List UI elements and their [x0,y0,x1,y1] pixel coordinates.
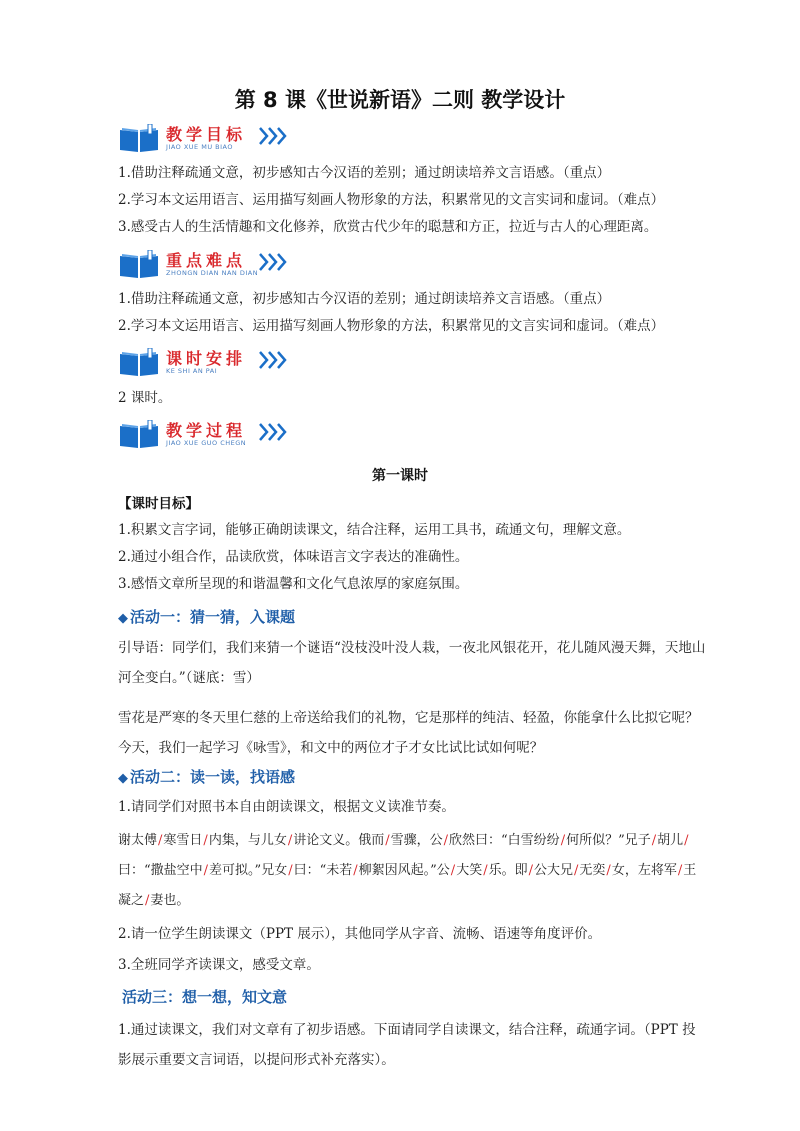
section-header-keypoints [118,248,318,284]
paragraph: 1.通过读课文，我们对文章有了初步语感。下面请同学自读课文，结合注释，疏通字词。（PPT 投影展示重要文言词语，以提问形式补充落实）。 [118,1022,696,1068]
chevrons-icon [258,350,288,370]
rhythm-slash: / [450,863,456,878]
rhythm-slash: / [677,863,683,878]
section-header-schedule [118,346,318,382]
rhythm-slash: / [606,863,611,878]
rhythm-slash: / [574,863,579,878]
chevrons-icon [258,252,288,272]
section-pinyin: ZHONGN DIAN NAN DIAN [166,269,259,277]
rhythm-slash: / [443,833,449,848]
chevrons-icon [258,126,288,146]
section-header-process [118,418,318,454]
reading-segment: 曰：“未若 [293,863,353,878]
rhythm-slash: / [158,833,163,848]
reading-segment: 何所似？”兄子 [566,833,651,848]
reading-segment: 内集，与儿女 [208,833,287,848]
book-icon [118,420,160,450]
activity-title: 活动一：猜一猜，入课题 [130,608,296,626]
book-icon [118,250,160,280]
rhythm-slash: / [483,863,488,878]
lesson-heading: 第一课时 [372,468,428,484]
diamond-icon: ◆ [118,771,128,786]
reading-passage [118,826,708,916]
reading-segment: 无奕 [579,863,606,878]
reading-segment: 寒雪日 [163,833,203,848]
rhythm-slash: / [560,833,566,848]
step-item: 2.请一位学生朗读课文（PPT 展示），其他同学从字音、流畅、语速等角度评价。 [118,926,602,942]
reading-segment: 大笑 [456,863,483,878]
schedule-text: 2 课时。 [118,390,172,406]
activity-heading [122,986,287,1007]
reading-segment: 差可拟。”兄女 [209,863,288,878]
rhythm-slash: / [287,833,293,848]
activity-heading [118,606,295,627]
rhythm-slash: / [385,833,390,848]
reading-segment: 胡儿 [657,833,684,848]
reading-segment: 女，左将军 [611,863,677,878]
step-item: 3.全班同学齐读课文，感受文章。 [118,957,320,973]
section-pinyin: KE SHI AN PAI [166,367,218,375]
section-pinyin: JIAO XUE MU BIAO [166,143,233,151]
reading-segment: 谢太傅 [118,833,158,848]
activity-heading [118,766,295,787]
book-icon [118,124,160,154]
goal-item: 2.学习本文运用语言、运用描写刻画人物形象的方法，积累常见的文言实词和虚词。（难点） [118,192,665,208]
objective-item: 1.积累文言字词，能够正确朗读课文，结合注释，运用工具书，疏通文句，理解文意。 [118,522,631,538]
reading-segment: 讲论文义。俄而 [293,833,385,848]
section-title: 课时安排 [166,349,247,368]
step-item: 1.请同学们对照书本自由朗读课文，根据文义读准节奏。 [118,799,455,815]
reading-segment: 王凝之 [118,863,697,908]
goal-item: 3.感受古人的生活情趣和文化修养，欣赏古代少年的聪慧和方正，拉近与古人的心理距离。 [118,219,658,235]
reading-segment: 公大兄 [534,863,574,878]
book-icon [118,348,160,378]
rhythm-slash: / [145,893,150,908]
objective-item: 2.通过小组合作，品读欣赏，体味语言文字表达的准确性。 [118,549,469,565]
reading-segment: 乐。即 [488,863,528,878]
diamond-icon: ◆ [118,611,128,626]
reading-segment: 柳絮因风起。”公 [358,863,450,878]
section-title: 教学目标 [166,125,247,144]
rhythm-slash: / [651,833,657,848]
rhythm-slash: / [353,863,358,878]
rhythm-slash: / [528,863,533,878]
rhythm-slash: / [203,863,209,878]
section-pinyin: JIAO XUE GUO CHEGN [166,439,247,447]
section-title: 重点难点 [166,251,247,270]
activity-title: 活动三：想一想，知文意 [122,988,288,1006]
reading-segment: 妻也。 [150,893,190,908]
keypoint-item: 2.学习本文运用语言、运用描写刻画人物形象的方法，积累常见的文言实词和虚词。（难点） [118,318,665,334]
page-title: 第 8 课《世说新语》二则 教学设计 [234,88,566,112]
rhythm-slash: / [203,833,208,848]
section-header-goals [118,122,318,158]
rhythm-slash: / [684,833,689,848]
rhythm-slash: / [288,863,293,878]
chevrons-icon [258,422,288,442]
section-title: 教学过程 [166,421,247,440]
goal-item: 1.借助注释疏通文意，初步感知古今汉语的差别；通过朗读培养文言语感。（重点） [118,165,611,181]
reading-segment: 欣然曰：“白雪纷纷 [449,833,560,848]
paragraph: 雪花是严寒的冬天里仁慈的上帝送给我们的礼物，它是那样的纯洁、轻盈，你能拿什么比拟它呢？今天，我们一起学习《咏雪》，和文中的两位才子才女比试比试如何呢？ [118,710,699,756]
reading-segment: 曰：“撒盐空中 [118,863,203,878]
objectives-label: 【课时目标】 [118,496,199,512]
paragraph: 引导语：同学们，我们来猜一个谜语“没枝没叶没人栽，一夜北风银花开，花儿随风漫天舞，天地山河全变白。”（谜底：雪） [118,640,706,686]
reading-segment: 雪骤，公 [390,833,443,848]
objective-item: 3.感悟文章所呈现的和谐温馨和文化气息浓厚的家庭氛围。 [118,576,469,592]
keypoint-item: 1.借助注释疏通文意，初步感知古今汉语的差别；通过朗读培养文言语感。（重点） [118,291,611,307]
activity-title: 活动二：读一读，找语感 [130,768,296,786]
